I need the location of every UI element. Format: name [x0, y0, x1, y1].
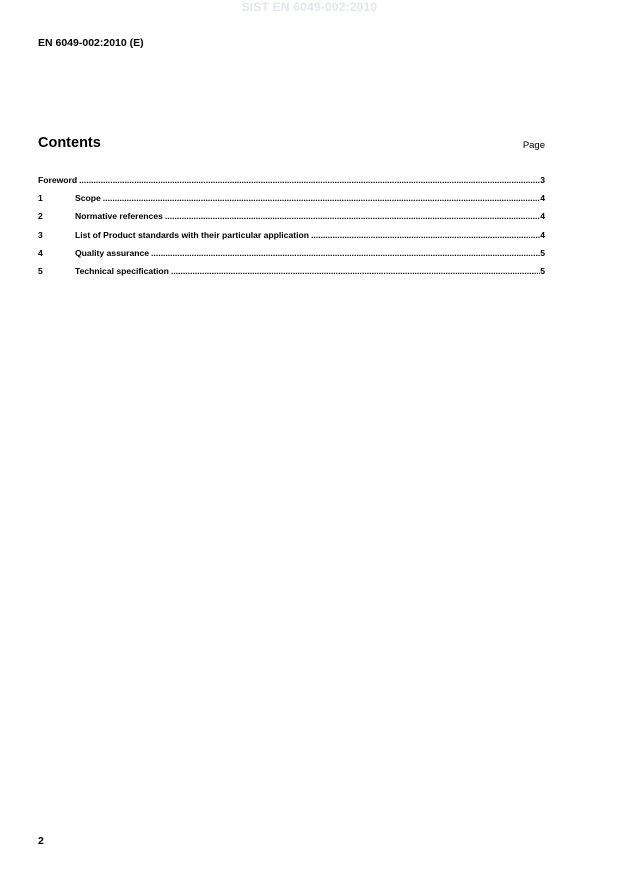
document-id-header: EN 6049-002:2010 (E): [38, 37, 144, 49]
contents-heading: Contents: [38, 135, 101, 151]
toc-entry-number: 2: [38, 211, 43, 222]
toc-entry-number: 4: [38, 247, 43, 258]
toc-entry-page: 4: [540, 193, 545, 204]
page-number: 2: [38, 835, 44, 847]
toc-entry-title: Technical specification: [75, 265, 169, 276]
toc-entry-page: 3: [540, 175, 545, 185]
toc-entry-title: Normative references: [75, 211, 163, 222]
toc-entry-title: List of Product standards with their particular application: [75, 229, 309, 240]
toc-entry-technical-specification[interactable]: [38, 266, 545, 284]
toc-entry-page: 5: [540, 247, 545, 258]
table-of-contents: [38, 175, 545, 284]
toc-entry-scope[interactable]: [38, 193, 545, 211]
toc-entry-number: 1: [38, 193, 43, 204]
watermark: SIST EN 6049-002:2010: [241, 0, 378, 14]
toc-entry-title: Quality assurance: [75, 247, 150, 258]
toc-entry-page: 5: [540, 265, 545, 276]
toc-leader-dots: [103, 193, 540, 203]
toc-leader-dots: [165, 211, 540, 221]
toc-entry-page: 4: [540, 211, 545, 222]
toc-entry-title: Foreword: [38, 175, 78, 185]
toc-entry-title: Scope: [75, 193, 101, 204]
toc-entry-page: 4: [540, 229, 545, 240]
toc-entry-quality-assurance[interactable]: [38, 248, 545, 266]
toc-leader-dots: [151, 248, 540, 258]
toc-leader-dots: [171, 266, 540, 276]
toc-entry-foreword[interactable]: [38, 175, 545, 193]
toc-leader-dots: [311, 230, 540, 240]
page-column-label: Page: [522, 140, 545, 151]
toc-entry-normative-references[interactable]: [38, 211, 545, 229]
toc-leader-dots: [79, 175, 540, 185]
toc-entry-product-standards[interactable]: [38, 230, 545, 248]
toc-entry-number: 3: [38, 229, 43, 240]
toc-entry-number: 5: [38, 265, 43, 276]
